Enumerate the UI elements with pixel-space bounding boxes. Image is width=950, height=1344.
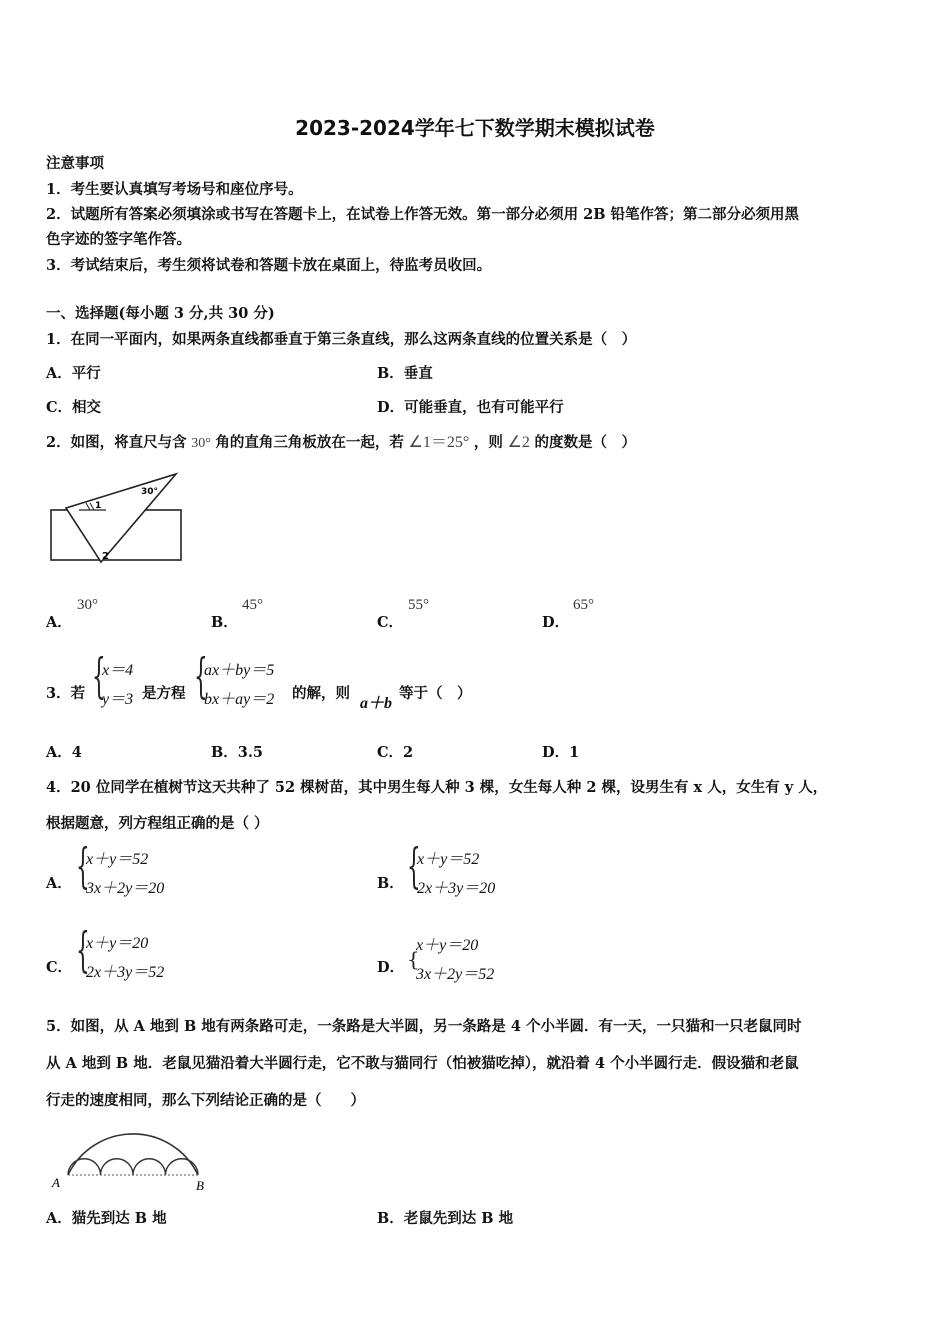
q4-option-d-eq2: 3x＋2y＝52 — [416, 966, 495, 983]
q3-sys1-eq2: y＝3 — [102, 691, 134, 708]
figure-label-2: 2 — [102, 551, 109, 562]
q3-mid2-text: 的解，则 — [292, 685, 350, 702]
q4-option-a-eq1: x＋y＝52 — [86, 851, 149, 868]
q3-suffix: 等于（ ） — [399, 685, 472, 702]
q4-option-b-eq1: x＋y＝52 — [417, 851, 480, 868]
triangle-shape — [66, 474, 176, 562]
q2-angle-30: 30° — [191, 436, 211, 451]
q3-option-d: D．1 — [542, 744, 580, 761]
notice-heading: 注意事项 — [46, 155, 104, 172]
notice-item: 2．试题所有答案必须填涂或书写在答题卡上，在试卷上作答无效。第一部分必须用 2B 铅笔作答；第二部分必须用黑 — [46, 206, 800, 223]
brace-icon: { — [407, 947, 420, 971]
brace-icon: { — [194, 648, 208, 704]
q5-option-a: A．猫先到达 B 地 — [46, 1210, 167, 1227]
q4-option-d-eq1: x＋y＝20 — [416, 937, 479, 954]
q5-semicircle-figure — [46, 1115, 216, 1195]
q3-expression: a＋b — [360, 695, 393, 712]
q3-option-c: C．2 — [377, 744, 414, 761]
figure-label-1: 1 — [95, 501, 102, 511]
q2-option-d-value: 65° — [573, 597, 594, 613]
q2-option-c-value: 55° — [408, 597, 429, 613]
q3-sys1-eq1: x＝4 — [102, 662, 134, 679]
q1-option-a: A．平行 — [46, 365, 101, 382]
q3-option-a: A．4 — [46, 744, 82, 761]
q4-option-b-eq2: 2x＋3y＝20 — [417, 880, 496, 897]
q1-option-b: B．垂直 — [377, 365, 433, 382]
large-semicircle — [68, 1134, 198, 1175]
notice-item: 色字迹的签字笔作答。 — [46, 231, 191, 248]
q3-sys2-eq1: ax＋by＝5 — [204, 662, 275, 679]
question-5-line1: 5．如图，从 A 地到 B 地有两条路可走，一条路是大半圆，另一条路是 4 个小半圆．有一天，一只猫和一只老鼠同时 — [46, 1018, 802, 1035]
q1-option-c: C．相交 — [46, 399, 102, 416]
figure-label-a: A — [52, 1175, 60, 1190]
q4-option-a-eq2: 3x＋2y＝20 — [86, 880, 165, 897]
q3-sys2-eq2: bx＋ay＝2 — [204, 691, 275, 708]
q2-stem-part: 的度数是（ ） — [534, 434, 636, 451]
q2-stem-part: ，则 — [473, 434, 503, 451]
q1-option-d: D．可能垂直，也有可能平行 — [377, 399, 564, 416]
q3-prefix: 3．若 — [46, 685, 86, 702]
q4-option-a-letter: A． — [46, 875, 72, 892]
q4-option-c-eq2: 2x＋3y＝52 — [86, 964, 165, 981]
page-title: 2023-2024学年七下数学期末模拟试卷 — [295, 116, 655, 140]
q4-option-c-letter: C． — [46, 959, 73, 976]
brace-icon: { — [92, 648, 106, 704]
q2-condition: ∠1＝25° — [408, 434, 470, 451]
q2-option-a-letter: A． — [46, 614, 72, 631]
brace-icon: { — [76, 922, 90, 978]
q2-option-a-value: 30° — [77, 597, 98, 613]
brace-icon: { — [76, 838, 90, 894]
q3-mid-text: 是方程 — [142, 685, 186, 702]
question-5-line3: 行走的速度相同，那么下列结论正确的是（ ） — [46, 1092, 365, 1109]
q2-stem-part: 角的直角三角板放在一起，若 — [215, 434, 404, 451]
small-semicircles — [68, 1159, 198, 1175]
question-2-stem — [46, 429, 636, 452]
question-4-line2: 根据题意，列方程组正确的是（ ） — [46, 815, 269, 832]
q2-option-b-letter: B． — [211, 614, 238, 631]
q4-option-d-letter: D． — [377, 959, 405, 976]
q5-option-b: B．老鼠先到达 B 地 — [377, 1210, 514, 1227]
section-heading: 一、选择题(每小题 3 分,共 30 分) — [46, 305, 275, 322]
q2-asked-angle: ∠2 — [507, 434, 530, 451]
q4-option-c-eq1: x＋y＝20 — [86, 935, 149, 952]
brace-icon: { — [407, 838, 421, 894]
q2-ruler-triangle-figure — [46, 470, 186, 570]
figure-label-b: B — [196, 1178, 204, 1193]
q2-option-b-value: 45° — [242, 597, 263, 613]
q2-stem-part: 2．如图，将直尺与含 — [46, 434, 187, 451]
question-4-line1: 4．20 位同学在植树节这天共种了 52 棵树苗，其中男生每人种 3 棵，女生每人种 2 棵，设男生有 x 人，女生有 y 人， — [46, 779, 828, 796]
q2-option-c-letter: C． — [377, 614, 404, 631]
q2-option-d-letter: D． — [542, 614, 570, 631]
question-1-stem: 1．在同一平面内，如果两条直线都垂直于第三条直线，那么这两条直线的位置关系是（ ） — [46, 331, 637, 348]
q4-option-b-letter: B． — [377, 875, 404, 892]
notice-item: 3．考试结束后，考生须将试卷和答题卡放在桌面上，待监考员收回。 — [46, 257, 492, 274]
figure-label-30: 30° — [141, 487, 159, 497]
question-5-line2: 从 A 地到 B 地．老鼠见猫沿着大半圆行走，它不敢与猫同行（怕被猫吃掉），就沿着 4 个小半圆行走．假设猫和老鼠 — [46, 1055, 799, 1072]
notice-item: 1．考生要认真填写考场号和座位序号。 — [46, 181, 303, 198]
q3-option-b: B．3.5 — [211, 744, 263, 761]
